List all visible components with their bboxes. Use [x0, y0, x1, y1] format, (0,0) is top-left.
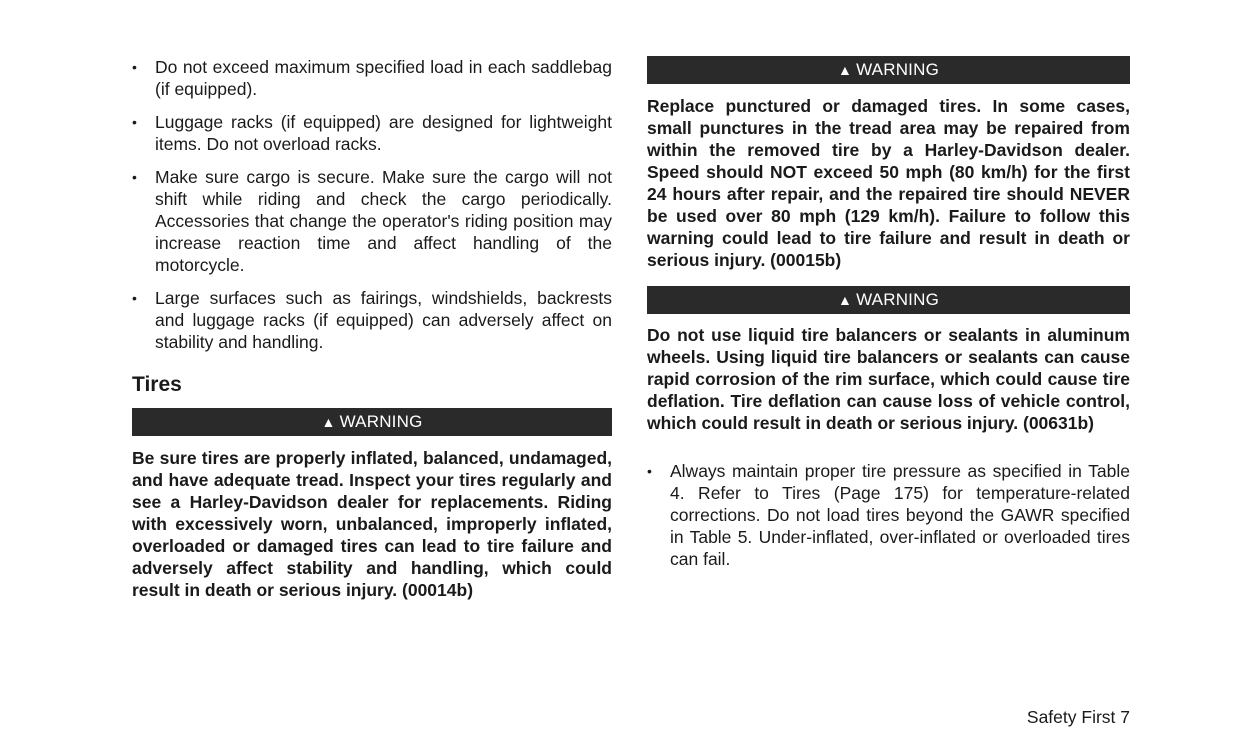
- bullet-text: Luggage racks (if equipped) are designed for lightweight items. Do not overload racks.: [155, 112, 612, 154]
- bullet-dot: •: [132, 169, 137, 185]
- bullet-item: [132, 166, 612, 276]
- bullet-dot: •: [132, 59, 137, 75]
- bullet-dot: •: [132, 290, 137, 306]
- bullet-item: [647, 460, 1130, 570]
- warning-label: WARNING: [856, 290, 939, 309]
- warning-label: WARNING: [339, 412, 423, 431]
- warning-text: Do not use liquid tire balancers or sealants in aluminum wheels. Using liquid tire balancers or sealants can cause rapid corrosion of the rim surface, which could cause tire deflation. Tire deflation can cause loss of vehicle control, which could result in death or serious injury. (00631b): [647, 325, 1130, 433]
- warning-text: Replace punctured or damaged tires. In some cases, small punctures in the tread area may be repaired from within the removed tire by a Harley-Davidson dealer. Speed should NOT exceed 50 mph (80 km/h) for the first 24 hours after repair, and the repaired tire should NEVER be used over 80 mph (129 km/h). Failure to follow this warning could lead to tire failure and result in death or serious injury. (00015b): [647, 96, 1130, 270]
- bullet-item: [132, 56, 612, 100]
- warning-bar: [132, 408, 612, 436]
- warning-triangle-icon: ▲: [838, 292, 853, 308]
- bullet-text: Always maintain proper tire pressure as specified in Table 4. Refer to Tires (Page 175) for temperature-related corrections. Do not load tires beyond the GAWR specified in Table 5. Under-inflated, over-inflated or overloaded tires can fail.: [670, 461, 1130, 569]
- warning-text: Be sure tires are properly inflated, balanced, undamaged, and have adequate tread. Inspect your tires regularly and see a Harley-Davidson dealer for replacements. Riding with excessively worn, unbalanced, improperly inflated, overloaded or damaged tires can lead to tire failure and adversely affect stability and handling, which could result in death or serious injury. (00014b): [132, 448, 612, 600]
- bullet-item: [132, 287, 612, 353]
- page-number: Safety First 7: [1026, 707, 1130, 727]
- warning-triangle-icon: ▲: [838, 62, 853, 78]
- bullet-item: [132, 111, 612, 155]
- warning-bar: [647, 286, 1130, 314]
- warning-triangle-icon: ▲: [321, 414, 336, 430]
- warning-bar: [647, 56, 1130, 84]
- bullet-text: Large surfaces such as fairings, windshields, backrests and luggage racks (if equipped) can adversely affect on stability and handling.: [155, 288, 612, 352]
- bullet-dot: •: [647, 463, 652, 479]
- bullet-text: Do not exceed maximum specified load in each saddlebag (if equipped).: [155, 57, 612, 99]
- bullet-text: Make sure cargo is secure. Make sure the cargo will not shift while riding and check the cargo periodically. Accessories that change the operator's riding position may increase reaction time and affect handling of the motorcycle.: [155, 167, 612, 275]
- warning-label: WARNING: [856, 60, 939, 79]
- section-heading-tires: Tires: [132, 373, 182, 396]
- bullet-dot: •: [132, 114, 137, 130]
